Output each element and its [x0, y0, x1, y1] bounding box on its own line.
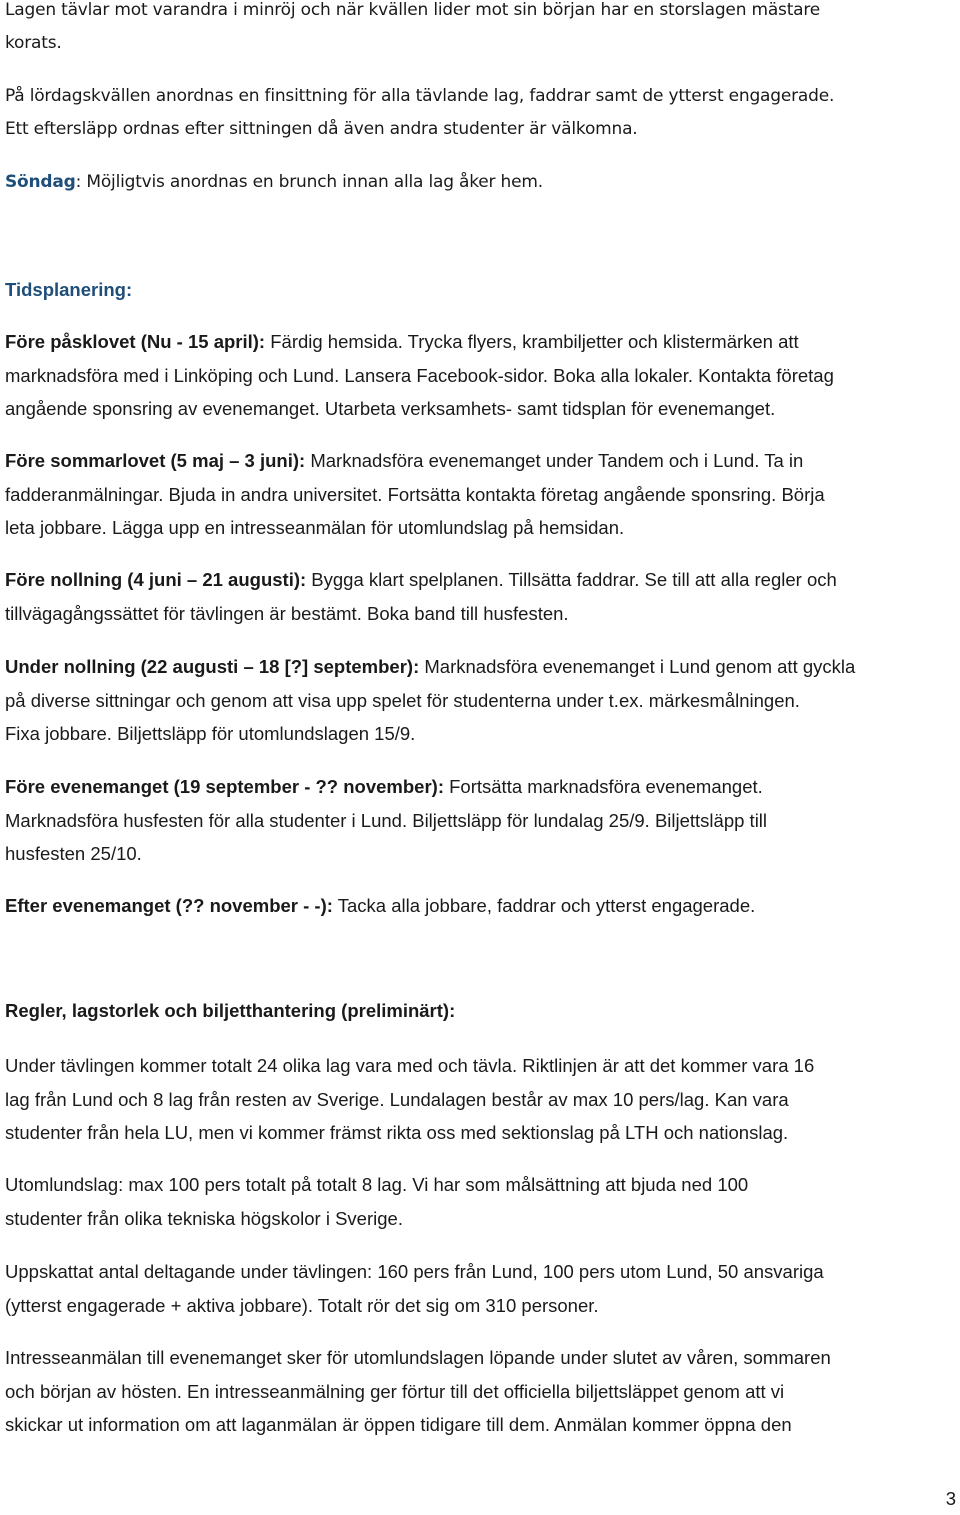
timeline-item-label: Före evenemanget (19 september - ?? november): — [5, 776, 444, 797]
timeline-item — [5, 650, 955, 751]
timeline-item-text: Tacka alla jobbare, faddrar och ytterst engagerade. — [332, 895, 756, 916]
timeline-item-label: Före sommarlovet (5 maj – 3 juni): — [5, 450, 306, 471]
timeline-item — [5, 325, 955, 426]
timeline-item-text: Marknadsföra evenemanget i Lund genom att gyckla på diverse sittningar och genom att visa upp spelet för studenterna under t.ex. märkesmålningen. Fixa jobbare. Biljettsläpp för utomlundslagen 15/9. — [5, 656, 856, 744]
timeline-item-label: Före påsklovet (Nu - 15 april): — [5, 331, 266, 352]
timeline-item-text: Bygga klart spelplanen. Tillsätta faddrar. Se till att alla regler och tillvägagångssättet för tävlingen är bestämt. Boka band till husfesten. — [5, 569, 837, 624]
timeline-item — [5, 563, 955, 630]
paragraph-sunday — [5, 166, 955, 199]
rules-paragraph: Under tävlingen kommer totalt 24 olika lag vara med och tävla. Riktlinjen är att det kommer vara 16 lag från Lund och 8 lag från resten av Sverige. Lundalagen består av max 10 pers/lag. Kan vara studenter från hela LU, men vi kommer främst rikta oss med sektionslag på LTH och nationslag. — [5, 1055, 815, 1143]
paragraph-saturday: På lördagskvällen anordnas en finsittning för alla tävlande lag, faddrar samt de ytterst engagerade. Ett eftersläpp ordnas efter sittningen då även andra studenter är välkomna. — [5, 86, 835, 139]
timeline-item — [5, 444, 955, 545]
timeline-item — [5, 889, 955, 923]
timeline-item-label: Efter evenemanget (?? november - -): — [5, 895, 333, 916]
sunday-text: : Möjligtvis anordnas en brunch innan alla lag åker hem. — [75, 172, 543, 192]
timeline-item-text: Marknadsföra evenemanget under Tandem och i Lund. Ta in fadderanmälningar. Bjuda in andra universitet. Fortsätta kontakta företag angående sponsring. Börja leta jobbare. Lägga upp en intresseanmälan för utomlundslag på hemsidan. — [5, 450, 825, 538]
page-number: 3 — [945, 1488, 956, 1509]
rules-heading: Regler, lagstorlek och biljetthantering (preliminärt): — [5, 1000, 456, 1021]
rules-paragraph: Utomlundslag: max 100 pers totalt på totalt 8 lag. Vi har som målsättning att bjuda ned 100 studenter från olika tekniska högskolor i Sverige. — [5, 1174, 749, 1229]
timeline-heading: Tidsplanering: — [5, 279, 133, 300]
timeline-item-label: Under nollning (22 augusti – 18 [?] september): — [5, 656, 420, 677]
timeline-item-label: Före nollning (4 juni – 21 augusti): — [5, 569, 307, 590]
timeline-item-text: Färdig hemsida. Trycka flyers, krambiljetter och klistermärken att marknadsföra med i Linköping och Lund. Lansera Facebook-sidor. Boka alla lokaler. Kontakta företag angående sponsring av evenemanget. Utarbeta verksamhets- samt tidsplan för evenemanget. — [5, 331, 834, 419]
rules-paragraph: Intresseanmälan till evenemanget sker för utomlundslagen löpande under slutet av våren, sommaren och början av hösten. En intresseanmälning ger förtur till det officiella biljettsläppet genom att vi skickar ut information om att laganmälan är öppen tidigare till dem. Anmälan kommer öppna den — [5, 1347, 831, 1435]
sunday-label: Söndag — [5, 172, 76, 192]
rules-paragraph: Uppskattat antal deltagande under tävlingen: 160 pers från Lund, 100 pers utom Lund, 50 ansvariga (ytterst engagerade + aktiva jobbare). Totalt rör det sig om 310 personer. — [5, 1261, 824, 1316]
paragraph-competition: Lagen tävlar mot varandra i minröj och när kvällen lider mot sin början har en storslagen mästare korats. — [5, 0, 821, 53]
timeline-item-text: Fortsätta marknadsföra evenemanget. Marknadsföra husfesten för alla studenter i Lund. Biljettsläpp för lundalag 25/9. Biljettsläpp till husfesten 25/10. — [5, 776, 768, 864]
timeline-item — [5, 770, 955, 871]
